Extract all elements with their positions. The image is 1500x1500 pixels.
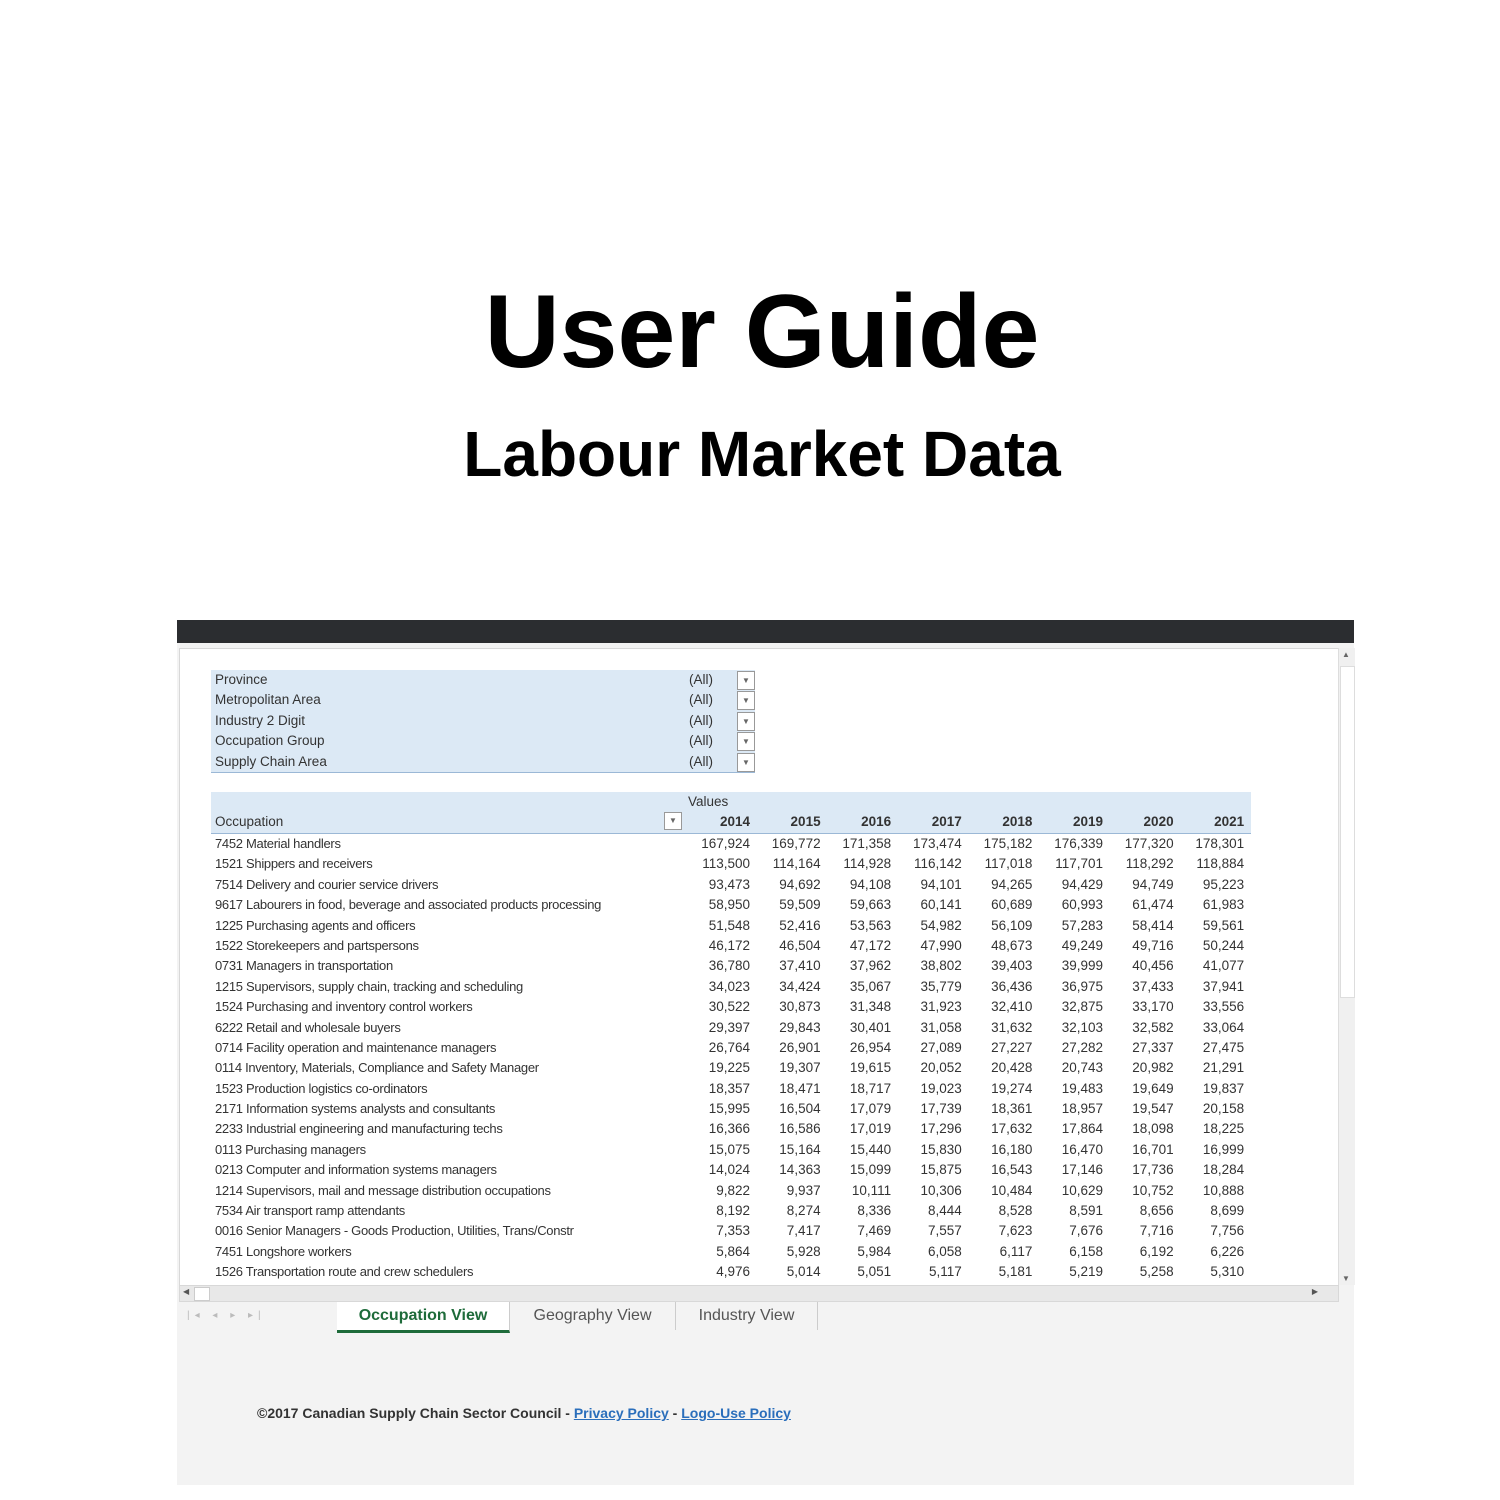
value-cell: 16,999 <box>1202 1141 1245 1157</box>
filter-dropdown-icon[interactable]: ▼ <box>737 691 755 710</box>
year-column-header: 2021 <box>1214 814 1245 829</box>
value-cell: 58,950 <box>708 897 750 913</box>
filter-value: (All) <box>689 753 713 769</box>
year-column-header: 2018 <box>1002 814 1033 829</box>
occupation-name: 1215 Supervisors, supply chain, tracking and scheduling <box>215 978 523 994</box>
pivot-body <box>211 834 1251 1283</box>
filter-dropdown-icon[interactable]: ▼ <box>737 732 755 751</box>
occupation-name: 1526 Transportation route and crew schedulers <box>215 1264 474 1280</box>
table-row <box>211 1038 1251 1058</box>
value-cell: 19,615 <box>849 1060 892 1076</box>
year-column-header: 2015 <box>790 814 821 829</box>
value-cell: 15,164 <box>779 1141 821 1157</box>
value-cell: 18,471 <box>779 1080 821 1096</box>
value-cell: 27,337 <box>1132 1039 1174 1055</box>
year-column-header: 2014 <box>719 814 750 829</box>
value-cell: 17,736 <box>1132 1162 1174 1178</box>
value-cell: 8,528 <box>998 1203 1033 1219</box>
table-row <box>211 916 1251 936</box>
value-cell: 7,417 <box>786 1223 821 1239</box>
value-cell: 52,416 <box>779 917 821 933</box>
value-cell: 33,556 <box>1202 999 1245 1015</box>
value-cell: 59,509 <box>779 897 821 913</box>
value-cell: 40,456 <box>1132 958 1174 974</box>
value-cell: 116,142 <box>913 856 962 872</box>
value-cell: 27,282 <box>1061 1039 1103 1055</box>
value-cell: 36,436 <box>991 978 1033 994</box>
value-cell: 8,192 <box>716 1203 750 1219</box>
filter-row <box>211 711 755 731</box>
value-cell: 114,928 <box>843 856 892 872</box>
value-cell: 7,557 <box>928 1223 962 1239</box>
value-cell: 20,052 <box>920 1060 962 1076</box>
value-cell: 31,923 <box>920 999 962 1015</box>
scroll-thumb[interactable] <box>1340 666 1355 998</box>
value-cell: 57,283 <box>1061 917 1103 933</box>
value-cell: 32,410 <box>991 999 1033 1015</box>
value-cell: 29,843 <box>779 1019 821 1035</box>
value-cell: 20,428 <box>991 1060 1033 1076</box>
occupation-name: 7514 Delivery and courier service drivers <box>215 876 439 892</box>
horizontal-scrollbar[interactable] <box>179 1285 1339 1302</box>
filter-label: Industry 2 Digit <box>215 712 306 728</box>
occupation-name: 1225 Purchasing agents and officers <box>215 917 416 933</box>
value-cell: 4,976 <box>716 1264 750 1280</box>
value-cell: 16,586 <box>779 1121 821 1137</box>
value-cell: 117,701 <box>1055 856 1103 872</box>
value-cell: 8,336 <box>857 1203 892 1219</box>
value-cell: 19,307 <box>779 1060 821 1076</box>
value-cell: 51,548 <box>708 917 750 933</box>
table-row <box>211 1079 1251 1099</box>
value-cell: 31,632 <box>991 1019 1033 1035</box>
value-cell: 26,901 <box>779 1039 821 1055</box>
value-cell: 8,444 <box>928 1203 962 1219</box>
value-cell: 7,676 <box>1069 1223 1103 1239</box>
value-cell: 38,802 <box>920 958 962 974</box>
occupation-name: 1524 Purchasing and inventory control workers <box>215 999 473 1015</box>
occupation-name: 0714 Facility operation and maintenance managers <box>215 1039 497 1055</box>
value-cell: 29,397 <box>708 1019 750 1035</box>
filter-value: (All) <box>689 672 713 687</box>
occupation-name: 7534 Air transport ramp attendants <box>215 1203 405 1219</box>
occupation-name: 9617 Labourers in food, beverage and associated products processing <box>215 897 602 913</box>
value-cell: 17,019 <box>849 1121 892 1137</box>
value-cell: 5,984 <box>857 1243 892 1259</box>
value-cell: 17,146 <box>1061 1162 1103 1178</box>
value-cell: 15,075 <box>708 1141 750 1157</box>
value-cell: 17,079 <box>849 1101 892 1117</box>
value-cell: 60,141 <box>920 897 962 913</box>
value-cell: 19,547 <box>1132 1101 1174 1117</box>
table-row <box>211 997 1251 1017</box>
value-cell: 26,764 <box>708 1039 750 1055</box>
value-cell: 6,158 <box>1069 1243 1103 1259</box>
value-cell: 27,089 <box>920 1039 962 1055</box>
value-cell: 5,310 <box>1210 1264 1245 1280</box>
table-row <box>211 1262 1251 1282</box>
value-cell: 61,983 <box>1202 897 1245 913</box>
filter-label: Metropolitan Area <box>215 692 321 708</box>
value-cell: 6,226 <box>1210 1243 1245 1259</box>
value-cell: 18,225 <box>1202 1121 1245 1137</box>
filter-row <box>211 731 755 751</box>
occupation-name: 1521 Shippers and receivers <box>215 856 373 872</box>
value-cell: 19,483 <box>1061 1080 1103 1096</box>
table-row <box>211 1201 1251 1221</box>
table-row <box>211 977 1251 997</box>
filter-dropdown-icon[interactable]: ▼ <box>737 712 755 731</box>
scroll-down-icon[interactable]: ▼ <box>1342 1274 1350 1283</box>
filter-value: (All) <box>689 692 713 708</box>
value-cell: 94,692 <box>779 876 821 892</box>
value-cell: 31,348 <box>849 999 892 1015</box>
occupation-filter-dropdown-icon[interactable]: ▼ <box>664 812 682 830</box>
value-cell: 18,957 <box>1061 1101 1103 1117</box>
value-cell: 37,410 <box>779 958 821 974</box>
value-cell: 8,274 <box>786 1203 821 1219</box>
value-cell: 47,990 <box>920 937 962 953</box>
table-row <box>211 1160 1251 1180</box>
year-column-header: 2020 <box>1143 814 1174 829</box>
filter-row <box>211 670 755 690</box>
table-row <box>211 1140 1251 1160</box>
value-cell: 176,339 <box>1054 836 1103 851</box>
footer-separator: - <box>668 1405 682 1421</box>
value-cell: 19,023 <box>920 1080 962 1096</box>
occupation-name: 6222 Retail and wholesale buyers <box>215 1019 401 1035</box>
document-subtitle: Labour Market Data <box>463 418 1061 490</box>
year-column-header: 2019 <box>1072 814 1103 829</box>
value-cell: 169,772 <box>771 836 821 851</box>
value-cell: 35,067 <box>849 978 892 994</box>
privacy-policy-link[interactable]: Privacy Policy <box>573 1405 669 1421</box>
value-cell: 7,756 <box>1210 1223 1245 1239</box>
value-cell: 5,864 <box>716 1243 750 1259</box>
value-cell: 19,225 <box>708 1060 750 1076</box>
value-cell: 61,474 <box>1132 897 1174 913</box>
value-cell: 41,077 <box>1202 958 1245 974</box>
table-row <box>211 1119 1251 1139</box>
value-cell: 10,306 <box>920 1182 962 1198</box>
row-header-label: Occupation <box>215 814 284 829</box>
table-row <box>211 956 1251 976</box>
scroll-right-icon[interactable]: ▶ <box>1311 1287 1318 1296</box>
value-cell: 46,172 <box>708 937 750 953</box>
value-cell: 167,924 <box>701 836 750 851</box>
value-cell: 5,181 <box>998 1264 1033 1280</box>
value-cell: 34,424 <box>779 978 821 994</box>
value-cell: 37,433 <box>1132 978 1174 994</box>
value-cell: 16,180 <box>991 1141 1033 1157</box>
value-cell: 7,353 <box>716 1223 750 1239</box>
value-cell: 16,701 <box>1132 1141 1174 1157</box>
value-cell: 16,470 <box>1061 1141 1103 1157</box>
year-column-header: 2016 <box>861 814 892 829</box>
value-cell: 16,543 <box>991 1162 1033 1178</box>
value-cell: 94,108 <box>849 876 892 892</box>
pivot-filters <box>211 670 755 773</box>
occupation-name: 0016 Senior Managers - Goods Production, Utilities, Trans/Constr <box>215 1223 574 1239</box>
table-row <box>211 1221 1251 1241</box>
pivot-table <box>211 792 1251 1283</box>
value-cell: 18,284 <box>1202 1162 1245 1178</box>
year-column-header: 2017 <box>931 814 962 829</box>
value-cell: 59,561 <box>1202 917 1245 933</box>
occupation-name: 1523 Production logistics co-ordinators <box>215 1080 428 1096</box>
value-cell: 8,591 <box>1069 1203 1103 1219</box>
value-cell: 118,292 <box>1125 856 1174 872</box>
value-cell: 118,884 <box>1196 856 1245 872</box>
table-row <box>211 1018 1251 1038</box>
value-cell: 31,058 <box>920 1019 962 1035</box>
filter-value: (All) <box>689 712 713 728</box>
value-cell: 7,469 <box>857 1223 892 1239</box>
value-cell: 17,739 <box>920 1101 962 1117</box>
value-cell: 32,582 <box>1132 1019 1174 1035</box>
value-cell: 7,623 <box>998 1223 1033 1239</box>
value-cell: 30,522 <box>708 999 750 1015</box>
value-cell: 93,473 <box>708 876 750 892</box>
value-cell: 15,830 <box>920 1141 962 1157</box>
value-cell: 18,098 <box>1132 1121 1174 1137</box>
occupation-name: 1522 Storekeepers and partspersons <box>215 937 419 953</box>
value-cell: 59,663 <box>849 897 892 913</box>
value-cell: 34,023 <box>708 978 750 994</box>
filter-label: Occupation Group <box>215 733 325 749</box>
value-cell: 14,363 <box>779 1162 821 1178</box>
value-cell: 33,064 <box>1202 1019 1245 1035</box>
vertical-scrollbar[interactable] <box>1338 648 1355 1285</box>
value-cell: 17,632 <box>991 1121 1033 1137</box>
pivot-header <box>211 792 1251 834</box>
tab-occupation-view[interactable]: Occupation View <box>337 1302 510 1333</box>
tab-industry-view[interactable]: Industry View <box>676 1302 818 1330</box>
value-cell: 5,051 <box>857 1264 892 1280</box>
value-cell: 35,779 <box>920 978 962 994</box>
value-cell: 36,780 <box>708 958 750 974</box>
value-cell: 10,888 <box>1202 1182 1245 1198</box>
value-cell: 14,024 <box>708 1162 750 1178</box>
occupation-name: 7451 Longshore workers <box>215 1243 352 1259</box>
value-cell: 46,504 <box>779 937 821 953</box>
occupation-name: 1214 Supervisors, mail and message distribution occupations <box>215 1182 551 1198</box>
filter-dropdown-icon[interactable]: ▼ <box>737 753 755 772</box>
scroll-up-icon[interactable]: ▲ <box>1342 650 1350 659</box>
table-row <box>211 936 1251 956</box>
value-cell: 19,274 <box>991 1080 1033 1096</box>
value-cell: 27,475 <box>1202 1039 1245 1055</box>
value-cell: 15,440 <box>849 1141 892 1157</box>
value-cell: 6,117 <box>999 1243 1033 1259</box>
value-cell: 15,875 <box>920 1162 962 1178</box>
table-row <box>211 834 1251 854</box>
table-row <box>211 875 1251 895</box>
value-cell: 20,982 <box>1132 1060 1174 1076</box>
value-cell: 49,716 <box>1132 937 1174 953</box>
value-cell: 21,291 <box>1202 1060 1245 1076</box>
tab-geography-view[interactable]: Geography View <box>510 1302 676 1330</box>
value-cell: 18,717 <box>849 1080 892 1096</box>
value-cell: 27,227 <box>991 1039 1033 1055</box>
value-cell: 19,649 <box>1132 1080 1174 1096</box>
value-cell: 18,361 <box>991 1101 1033 1117</box>
filter-label: Supply Chain Area <box>215 753 327 769</box>
value-cell: 171,358 <box>842 836 892 851</box>
value-cell: 175,182 <box>983 836 1033 851</box>
value-cell: 9,822 <box>716 1182 750 1198</box>
values-label: Values <box>688 794 729 809</box>
value-cell: 94,429 <box>1061 876 1103 892</box>
value-cell: 177,320 <box>1124 836 1174 851</box>
value-cell: 6,058 <box>928 1243 962 1259</box>
value-cell: 117,018 <box>984 856 1033 872</box>
value-cell: 58,414 <box>1132 917 1174 933</box>
value-cell: 10,484 <box>991 1182 1033 1198</box>
window-top-bar <box>177 620 1354 643</box>
value-cell: 5,219 <box>1069 1264 1103 1280</box>
value-cell: 94,265 <box>991 876 1033 892</box>
value-cell: 178,301 <box>1195 836 1245 851</box>
table-row <box>211 854 1251 874</box>
value-cell: 39,999 <box>1061 958 1103 974</box>
value-cell: 36,975 <box>1061 978 1103 994</box>
value-cell: 16,504 <box>779 1101 821 1117</box>
value-cell: 17,864 <box>1061 1121 1103 1137</box>
sheet-nav-arrows-icon[interactable]: |◂ ◂ ▸ ▸| <box>187 1310 266 1321</box>
value-cell: 5,117 <box>929 1264 962 1280</box>
scroll-left-icon[interactable]: ◀ <box>183 1287 190 1296</box>
value-cell: 94,101 <box>920 876 962 892</box>
table-row <box>211 1181 1251 1201</box>
value-cell: 6,192 <box>1139 1243 1174 1259</box>
occupation-name: 0113 Purchasing managers <box>215 1141 366 1157</box>
table-row <box>211 1099 1251 1119</box>
scroll-thumb-horizontal[interactable] <box>194 1287 210 1301</box>
value-cell: 5,014 <box>786 1264 821 1280</box>
filter-value: (All) <box>689 733 713 749</box>
value-cell: 10,111 <box>851 1182 892 1198</box>
value-cell: 173,474 <box>912 836 962 851</box>
value-cell: 30,873 <box>779 999 821 1015</box>
value-cell: 30,401 <box>849 1019 892 1035</box>
value-cell: 20,743 <box>1061 1060 1103 1076</box>
value-cell: 37,941 <box>1202 978 1245 994</box>
table-row <box>211 1058 1251 1078</box>
value-cell: 32,103 <box>1061 1019 1103 1035</box>
value-cell: 26,954 <box>849 1039 892 1055</box>
value-cell: 5,928 <box>786 1243 821 1259</box>
table-row <box>211 895 1251 915</box>
occupation-name: 0731 Managers in transportation <box>215 958 393 974</box>
copyright-text: ©2017 Canadian Supply Chain Sector Council - <box>257 1405 574 1421</box>
value-cell: 7,716 <box>1139 1223 1174 1239</box>
value-cell: 95,223 <box>1202 876 1245 892</box>
value-cell: 39,403 <box>991 958 1033 974</box>
occupation-name: 7452 Material handlers <box>215 836 341 851</box>
value-cell: 50,244 <box>1202 937 1245 953</box>
filter-dropdown-icon[interactable]: ▼ <box>737 671 755 690</box>
logo-use-policy-link[interactable]: Logo-Use Policy <box>681 1405 791 1421</box>
document-title: User Guide <box>484 274 1040 390</box>
value-cell: 8,699 <box>1210 1203 1245 1219</box>
value-cell: 10,629 <box>1061 1182 1103 1198</box>
value-cell: 49,249 <box>1061 937 1103 953</box>
value-cell: 60,993 <box>1061 897 1103 913</box>
value-cell: 32,875 <box>1061 999 1103 1015</box>
occupation-name: 2233 Industrial engineering and manufacturing techs <box>215 1121 503 1137</box>
filter-label: Province <box>215 672 268 687</box>
value-cell: 15,995 <box>708 1101 750 1117</box>
value-cell: 60,689 <box>991 897 1033 913</box>
value-cell: 20,158 <box>1202 1101 1245 1117</box>
sheet-tabs <box>177 1302 1354 1332</box>
value-cell: 48,673 <box>991 937 1033 953</box>
value-cell: 47,172 <box>849 937 892 953</box>
worksheet <box>179 648 1339 1287</box>
value-cell: 9,937 <box>786 1182 821 1198</box>
value-cell: 53,563 <box>849 917 892 933</box>
spreadsheet-screenshot <box>177 620 1354 1485</box>
occupation-name: 2171 Information systems analysts and consultants <box>215 1101 496 1117</box>
table-row <box>211 1242 1251 1262</box>
value-cell: 17,296 <box>920 1121 962 1137</box>
value-cell: 5,258 <box>1139 1264 1174 1280</box>
filter-row <box>211 690 755 710</box>
value-cell: 94,749 <box>1132 876 1174 892</box>
value-cell: 37,962 <box>849 958 892 974</box>
occupation-name: 0114 Inventory, Materials, Compliance and Safety Manager <box>215 1060 539 1076</box>
occupation-name: 0213 Computer and information systems managers <box>215 1162 497 1178</box>
value-cell: 33,170 <box>1132 999 1174 1015</box>
value-cell: 10,752 <box>1132 1182 1174 1198</box>
value-cell: 19,837 <box>1202 1080 1245 1096</box>
filter-row <box>211 752 755 772</box>
value-cell: 114,164 <box>772 856 821 872</box>
value-cell: 18,357 <box>708 1080 750 1096</box>
footer <box>257 1405 791 1421</box>
value-cell: 8,656 <box>1139 1203 1174 1219</box>
value-cell: 15,099 <box>849 1162 892 1178</box>
value-cell: 16,366 <box>708 1121 750 1137</box>
value-cell: 54,982 <box>920 917 962 933</box>
value-cell: 56,109 <box>991 917 1033 933</box>
value-cell: 113,500 <box>702 856 750 872</box>
